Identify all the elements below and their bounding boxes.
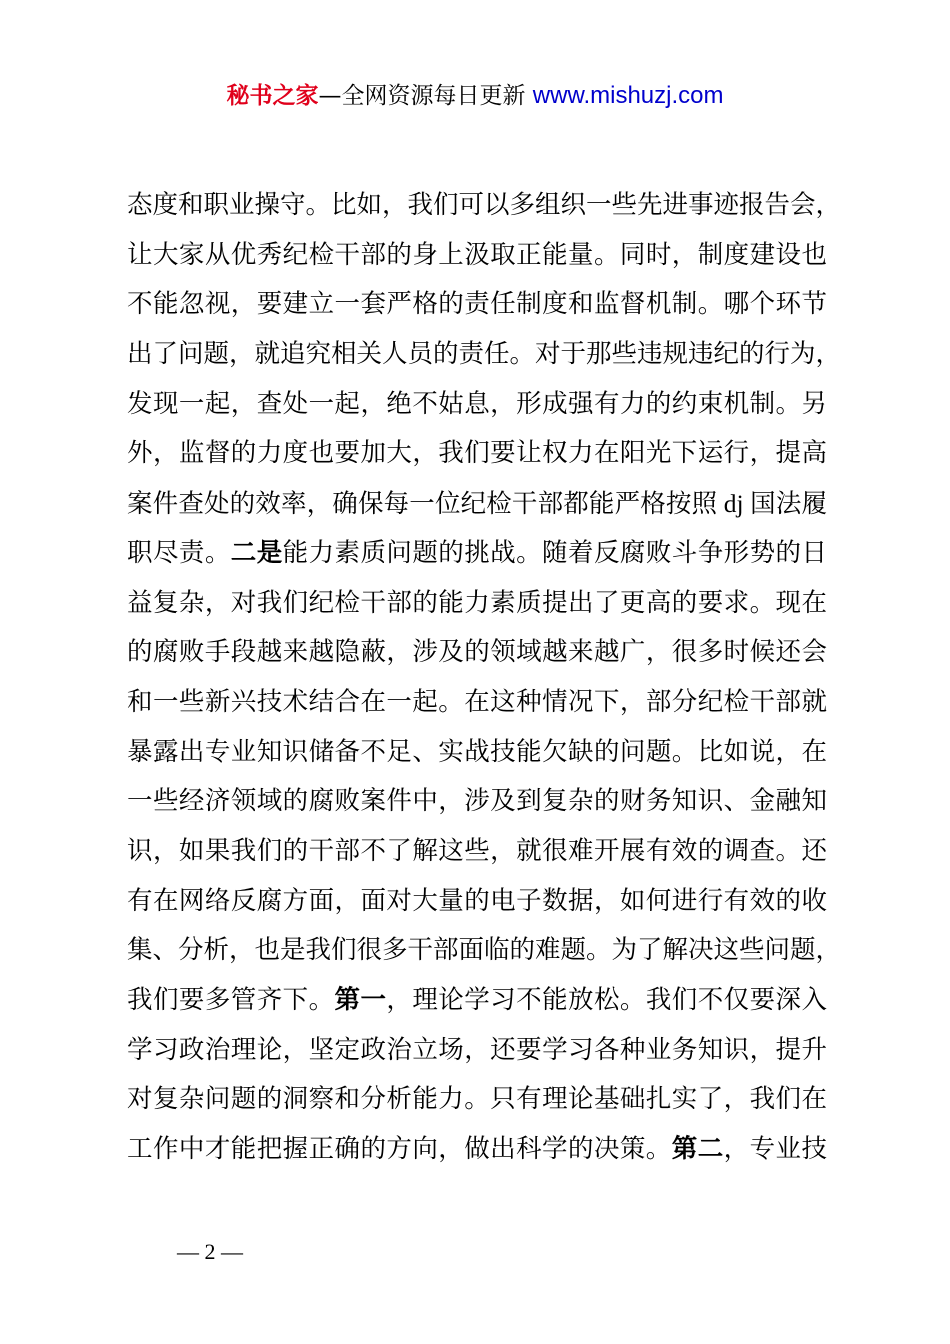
- body-line: 外，监督的力度也要加大，我们要让权力在阳光下运行，提高: [127, 438, 827, 469]
- emphasis-first: 第一: [334, 985, 387, 1015]
- body-line: 案件查处的效率，确保每一位纪检干部都能严格按照 dj 国法履: [127, 489, 827, 520]
- body-line: 有在网络反腐方面，面对大量的电子数据，如何进行有效的收: [127, 885, 827, 916]
- emphasis-second-point: 二是: [230, 537, 283, 568]
- body-line: 工作中才能把握正确的方向，做出科学的决策。第二，专业技: [127, 1134, 827, 1165]
- site-header: [0, 80, 950, 112]
- body-line: 不能忽视，要建立一套严格的责任制度和监督机制。哪个环节: [127, 289, 827, 320]
- body-line: 益复杂，对我们纪检干部的能力素质提出了更高的要求。现在: [127, 587, 827, 618]
- body-line: 一些经济领域的腐败案件中，涉及到复杂的财务知识、金融知: [127, 786, 827, 817]
- emphasis-second: 第二: [671, 1134, 724, 1165]
- page-number: — 2 —: [177, 1239, 243, 1264]
- body-line: 学习政治理论，坚定政治立场，还要学习各种业务知识，提升: [127, 1034, 827, 1065]
- site-url-link[interactable]: www.mishuzj.com: [532, 82, 724, 109]
- brand-name: 秘书之家: [226, 83, 319, 109]
- header-slogan: —全网资源每日更新: [318, 83, 533, 109]
- body-line: 出了问题，就追究相关人员的责任。对于那些违规违纪的行为，: [127, 339, 842, 370]
- body-line: 我们要多管齐下。第一，理论学习不能放松。我们不仅要深入: [127, 985, 827, 1015]
- body-line: 识，如果我们的干部不了解这些，就很难开展有效的调查。还: [127, 835, 827, 866]
- body-line: 暴露出专业知识储备不足、实战技能欠缺的问题。比如说，在: [127, 736, 827, 767]
- body-line: 和一些新兴技术结合在一起。在这种情况下，部分纪检干部就: [127, 686, 827, 717]
- body-line: 职尽责。二是能力素质问题的挑战。随着反腐败斗争形势的日: [127, 537, 827, 568]
- body-line: 对复杂问题的洞察和分析能力。只有理论基础扎实了，我们在: [127, 1084, 827, 1115]
- inline-latin-text: dj: [717, 489, 751, 519]
- body-line: 的腐败手段越来越隐蔽，涉及的领域越来越广，很多时候还会: [127, 637, 827, 668]
- body-line: 发现一起，查处一起，绝不姑息，形成强有力的约束机制。另: [127, 388, 827, 419]
- document-body: [127, 181, 842, 1175]
- body-line: 集、分析，也是我们很多干部面临的难题。为了解决这些问题，: [127, 935, 842, 966]
- body-line: 让大家从优秀纪检干部的身上汲取正能量。同时，制度建设也: [127, 239, 827, 270]
- body-line: 态度和职业操守。比如，我们可以多组织一些先进事迹报告会，: [127, 190, 842, 220]
